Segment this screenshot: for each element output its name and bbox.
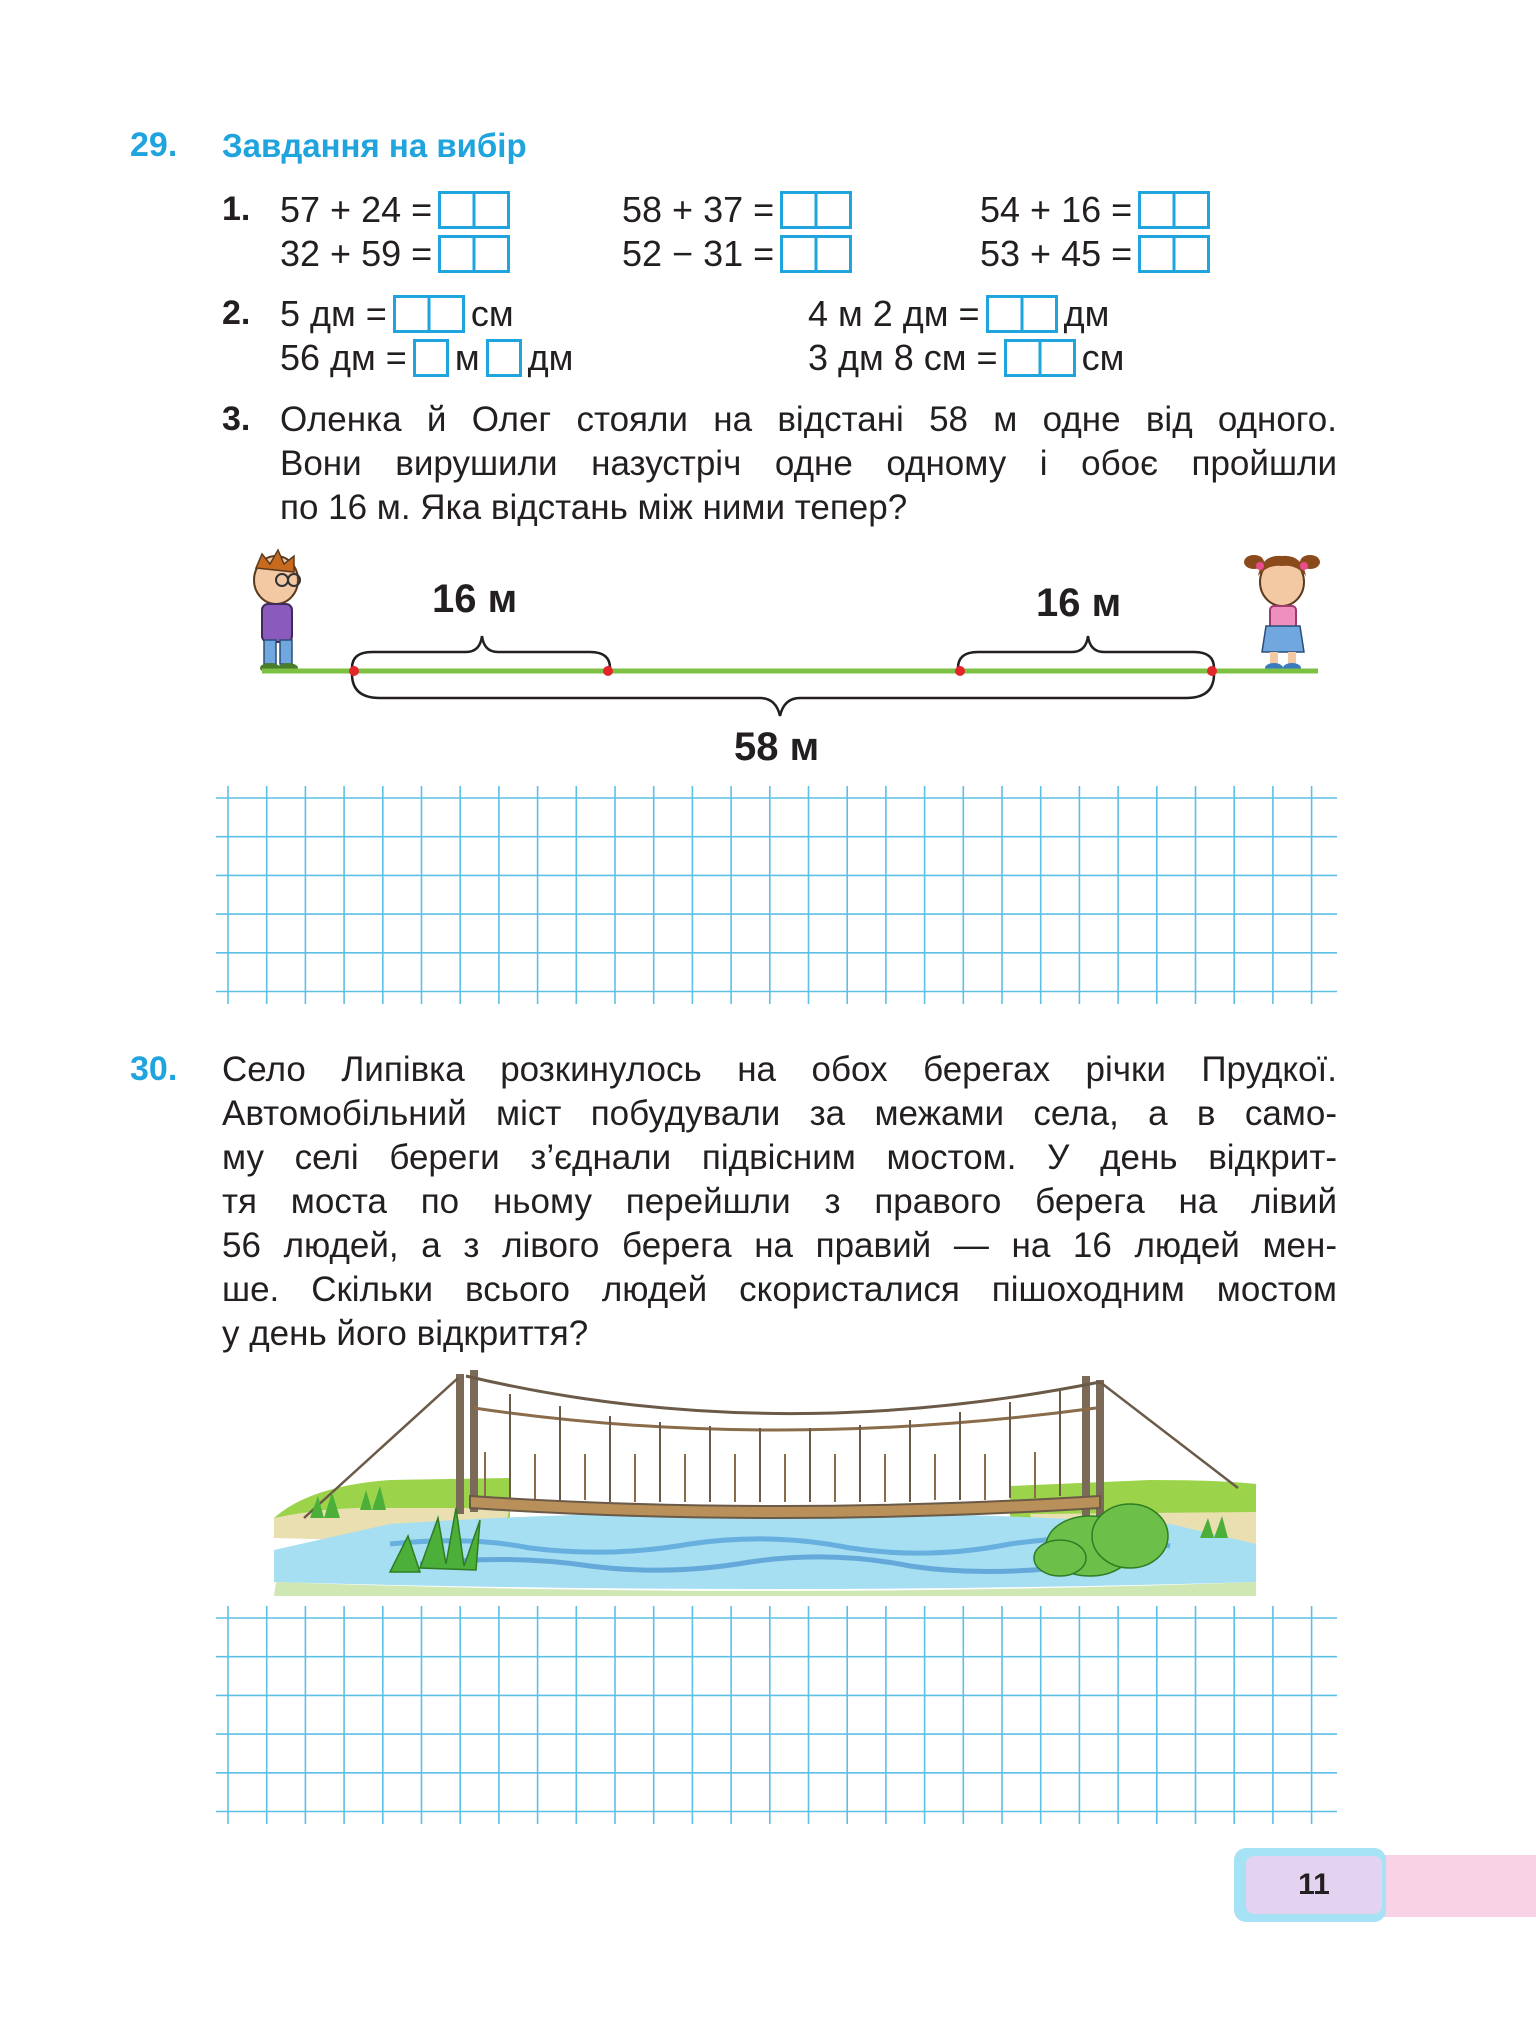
right-brace bbox=[958, 636, 1214, 668]
point-dot bbox=[349, 666, 359, 676]
right-distance-label: 16 м bbox=[1036, 581, 1122, 625]
subtask-label: 2. bbox=[222, 294, 251, 332]
answer-box[interactable] bbox=[780, 235, 852, 273]
equation: 52 − 31 = bbox=[622, 234, 858, 274]
word-problem: Село Липівка розкинулось на обох берегах річки Прудкої. Автомобільний міст побудували за межами села, а в само- му селі береги з’єднали підвісним мостом. У день відкрит- тя моста по ньому перейшли з правого берега на лівий 56 людей, а з лівого берега на правий — на 16 людей мен- ше. Скільки всього людей скористалися пішоходним мостом у день його відкриття? bbox=[222, 1050, 1337, 1353]
task-title: Завдання на вибір bbox=[222, 127, 527, 164]
conversion: 3 дм 8 см = см bbox=[808, 337, 1125, 378]
boy-figure bbox=[254, 550, 300, 673]
left-brace bbox=[352, 636, 610, 668]
answer-box[interactable] bbox=[780, 191, 852, 229]
answer-box[interactable] bbox=[1138, 235, 1210, 273]
point-dot bbox=[1207, 666, 1217, 676]
equation: 53 + 45 = bbox=[980, 234, 1216, 274]
answer-box[interactable] bbox=[486, 339, 522, 377]
total-brace bbox=[352, 674, 1214, 716]
answer-grid[interactable] bbox=[0, 780, 1536, 1020]
answer-box[interactable] bbox=[393, 295, 465, 333]
subtask-label: 3. bbox=[222, 400, 251, 438]
distance-diagram bbox=[0, 540, 1536, 780]
equation: 58 + 37 = bbox=[622, 190, 858, 230]
conversion: 5 дм = см bbox=[280, 293, 514, 334]
left-distance-label: 16 м bbox=[432, 577, 518, 621]
point-dot bbox=[603, 666, 613, 676]
task-number: 29. bbox=[130, 126, 178, 164]
answer-box[interactable] bbox=[413, 339, 449, 377]
equation: 57 + 24 = bbox=[280, 190, 516, 230]
answer-box[interactable] bbox=[986, 295, 1058, 333]
conversion: 4 м 2 дм = дм bbox=[808, 293, 1110, 334]
subtask-label: 1. bbox=[222, 190, 251, 228]
equation: 54 + 16 = bbox=[980, 190, 1216, 230]
task-number: 30. bbox=[130, 1050, 178, 1088]
page-number: 11 bbox=[1246, 1856, 1382, 1914]
answer-box[interactable] bbox=[438, 235, 510, 273]
total-distance-label: 58 м bbox=[734, 725, 820, 769]
page-tab-decoration bbox=[1380, 1855, 1536, 1917]
point-dot bbox=[955, 666, 965, 676]
word-problem: Оленка й Олег стояли на відстані 58 м одне від одного. Вони вирушили назустріч одне одному і обоє пройшли по 16 м. Яка відстань між ними тепер? bbox=[280, 400, 1337, 527]
conversion: 56 дм = м дм bbox=[280, 337, 574, 378]
suspension-bridge-illustration bbox=[270, 1368, 1260, 1596]
equation: 32 + 59 = bbox=[280, 234, 516, 274]
girl-figure bbox=[1244, 555, 1320, 673]
answer-box[interactable] bbox=[1004, 339, 1076, 377]
answer-box[interactable] bbox=[438, 191, 510, 229]
answer-grid[interactable] bbox=[0, 1600, 1536, 1840]
answer-box[interactable] bbox=[1138, 191, 1210, 229]
